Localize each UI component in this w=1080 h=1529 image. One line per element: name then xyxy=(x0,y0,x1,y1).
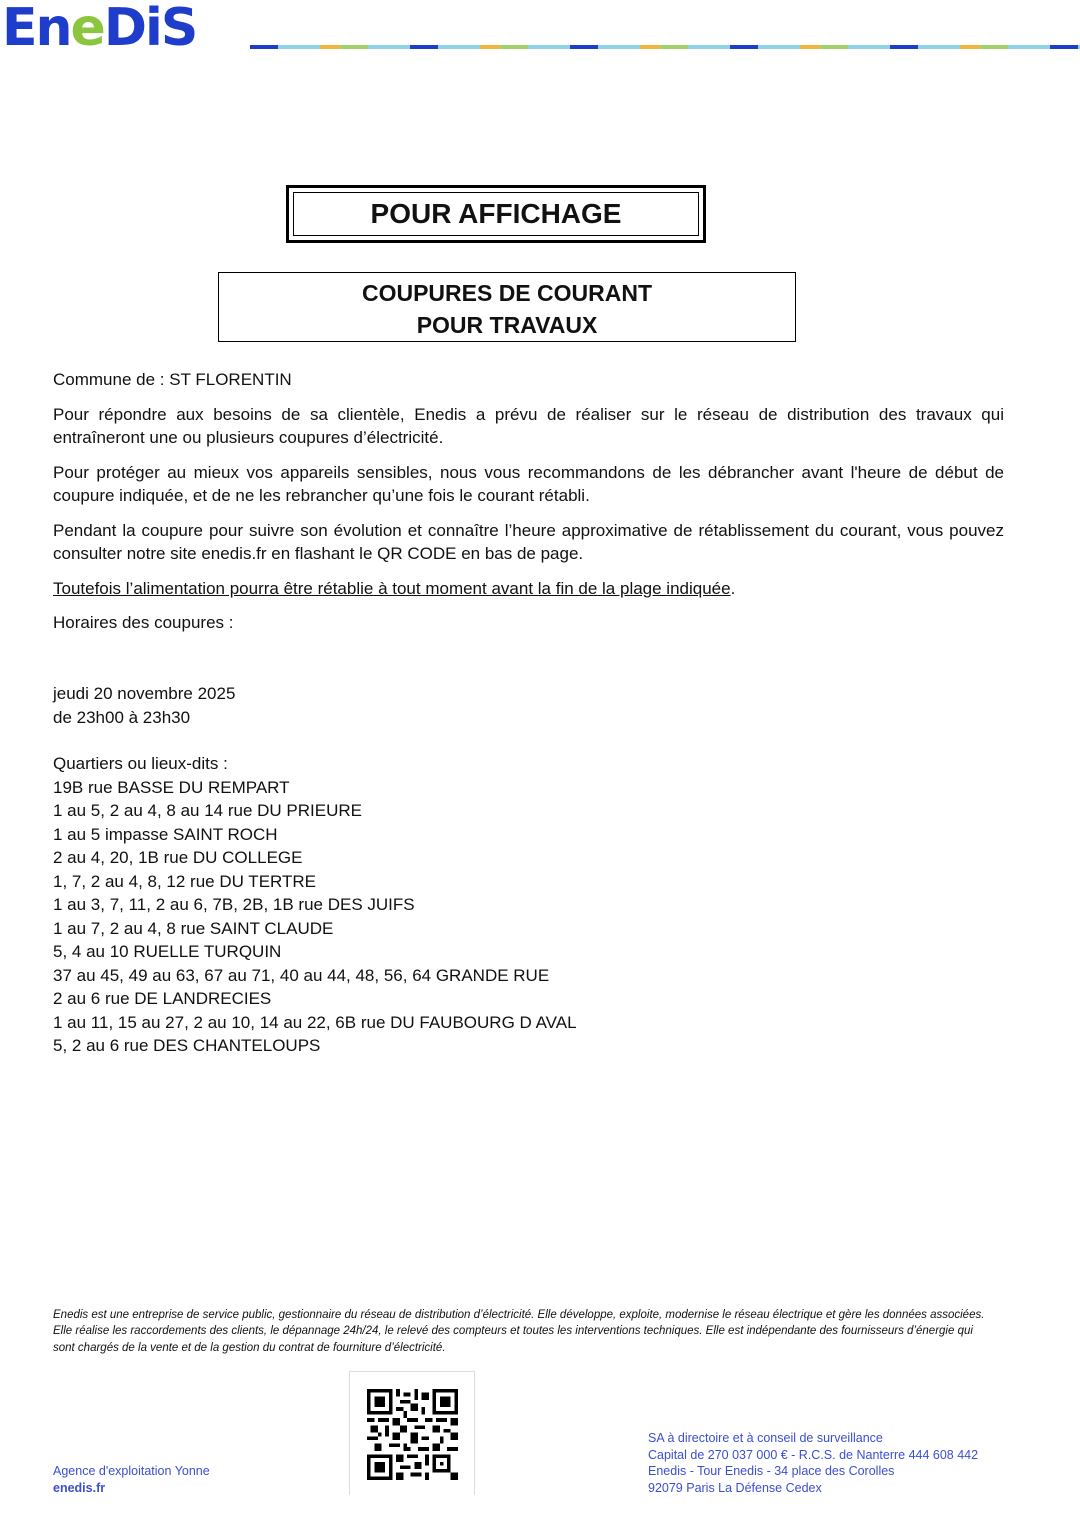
logo-text-part-2: e xyxy=(70,0,104,58)
schedule-time: de 23h00 à 23h30 xyxy=(53,707,191,727)
logo-text-part-3: DiS xyxy=(103,0,197,58)
enedis-logo xyxy=(2,0,242,58)
list-item: 1 au 11, 15 au 27, 2 au 10, 14 au 22, 6B rue DU FAUBOURG D AVAL xyxy=(53,1012,577,1032)
list-item: 19B rue BASSE DU REMPART xyxy=(53,777,290,797)
company-line-2: Capital de 270 037 000 € - R.C.S. de Nanterre 444 608 442 xyxy=(648,1447,979,1462)
list-item: 2 au 6 rue DE LANDRECIES xyxy=(53,989,272,1008)
list-item: 1 au 5, 2 au 4, 8 au 14 rue DU PRIEURE xyxy=(53,801,363,820)
legal-notice: Enedis est une entreprise de service public, gestionnaire du réseau de distribution d’électricité. Elle développe, exploite, modernise le réseau électrique et gère les données associées. Elle réalise les raccordements des clients, le dépannage 24h/24, le relevé des compteurs et toutes les interventions techniques. Elle est indépendante des fournisseurs d’énergie qui sont chargés de la vente et de la gestion du contrat de fourniture d’électricité. xyxy=(53,1309,985,1354)
commune-label: Commune de : ST FLORENTIN xyxy=(53,370,292,389)
company-line-3: Enedis - Tour Enedis - 34 place des Corolles xyxy=(648,1464,895,1478)
page-title: POUR AFFICHAGE xyxy=(293,192,699,236)
company-line-1: SA à directoire et à conseil de surveillance xyxy=(648,1431,883,1445)
schedule-block xyxy=(53,682,235,729)
company-line-4: 92079 Paris La Défense Cedex xyxy=(648,1480,822,1495)
list-item: 5, 4 au 10 RUELLE TURQUIN xyxy=(53,942,282,961)
places-list xyxy=(53,752,577,1058)
header-decorative-line xyxy=(250,45,1080,49)
list-item: 1, 7, 2 au 4, 8, 12 rue DU TERTRE xyxy=(53,871,317,891)
subtitle-line-1: COUPURES DE COURANT xyxy=(361,280,653,306)
company-info xyxy=(648,1430,978,1496)
website-link[interactable]: enedis.fr xyxy=(53,1480,106,1495)
title-box xyxy=(286,185,706,243)
list-item: 5, 2 au 6 rue DES CHANTELOUPS xyxy=(53,1036,321,1055)
notice-body xyxy=(53,368,1004,646)
qr-code-frame xyxy=(349,1371,475,1495)
agency-block xyxy=(53,1463,210,1496)
list-item: 37 au 45, 49 au 63, 67 au 71, 40 au 44, 48, 56, 64 GRANDE RUE xyxy=(53,965,550,985)
paragraph-3: Pendant la coupure pour suivre son évolution et connaître l’heure approximative de rétablissement du courant, vous pouvez consulter notre site enedis.fr en flashant le QR CODE en bas de page. xyxy=(53,520,1004,563)
subtitle-line-2: POUR TRAVAUX xyxy=(416,312,598,338)
places-label: Quartiers ou lieux-dits : xyxy=(53,754,228,773)
list-item: 1 au 5 impasse SAINT ROCH xyxy=(53,824,278,844)
paragraph-4 xyxy=(53,577,1004,601)
paragraph-2: Pour protéger au mieux vos appareils sensibles, nous vous recommandons de les débrancher avant l'heure de début de coupure indiquée, et de ne les rebrancher qu’une fois le courant rétabli. xyxy=(53,462,1004,505)
list-item: 1 au 3, 7, 11, 2 au 6, 7B, 2B, 1B rue DES JUIFS xyxy=(53,895,415,914)
schedule-date: jeudi 20 novembre 2025 xyxy=(53,684,236,703)
paragraph-4-underlined: Toutefois l’alimentation pourra être rétablie à tout moment avant la fin de la plage indiquée xyxy=(53,578,731,598)
qr-code-icon[interactable] xyxy=(367,1389,458,1480)
paragraph-1: Pour répondre aux besoins de sa clientèle, Enedis a prévu de réaliser sur le réseau de distribution des travaux qui entraîneront une ou plusieurs coupures d’électricité. xyxy=(53,404,1004,447)
logo-text-part-1: En xyxy=(2,0,71,58)
list-item: 2 au 4, 20, 1B rue DU COLLEGE xyxy=(53,848,303,867)
schedule-label: Horaires des coupures : xyxy=(53,613,234,632)
list-item: 1 au 7, 2 au 4, 8 rue SAINT CLAUDE xyxy=(53,918,334,938)
paragraph-4-end: . xyxy=(730,578,736,598)
subtitle-box xyxy=(218,272,796,342)
agency-name: Agence d'exploitation Yonne xyxy=(53,1464,210,1478)
